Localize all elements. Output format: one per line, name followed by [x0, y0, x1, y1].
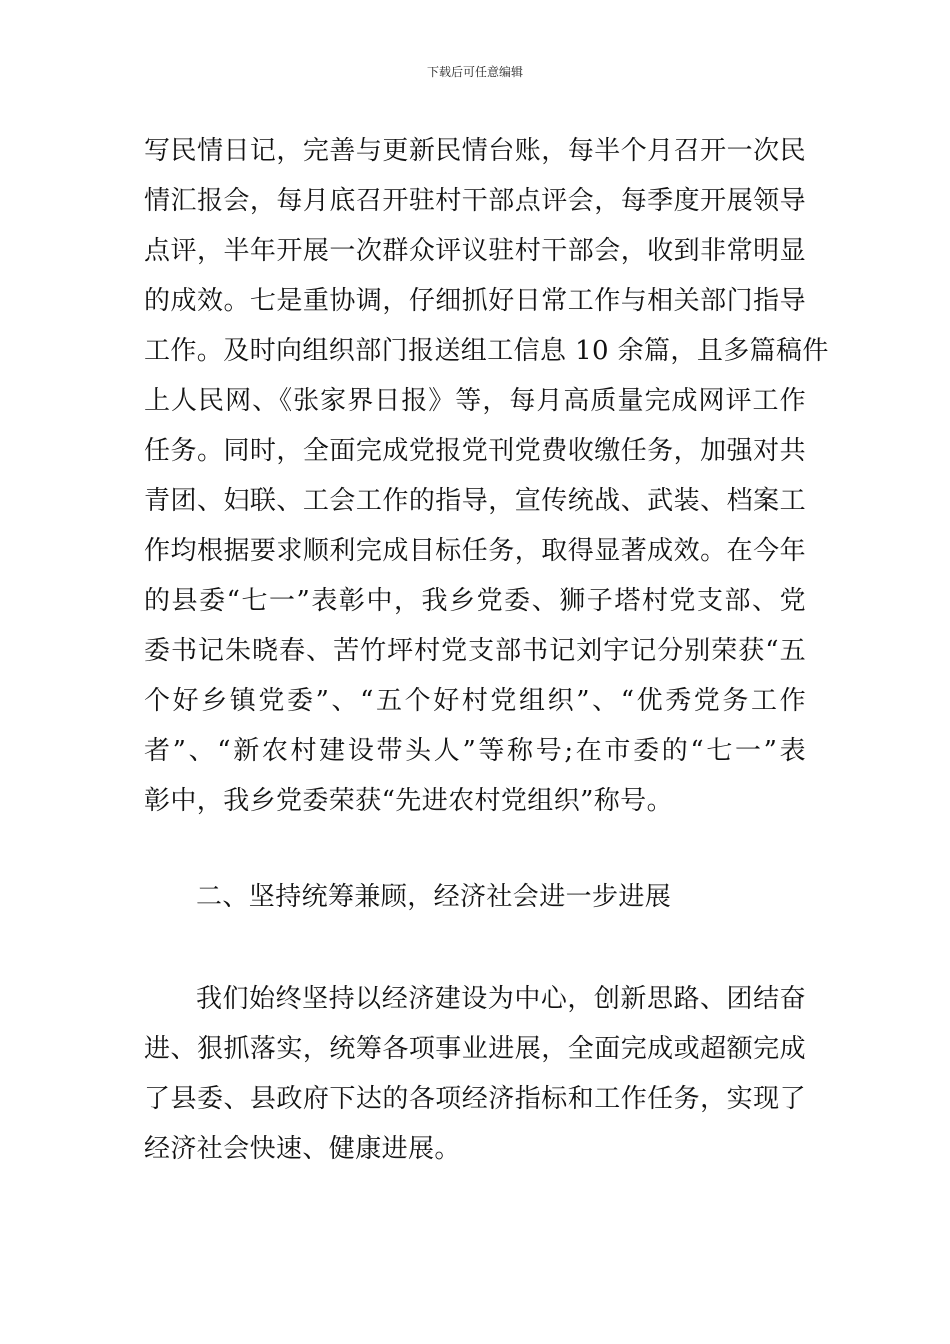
paragraph-line: 者”、“新农村建设带头人”等称号;在市委的“七一”表 — [144, 736, 806, 766]
section-heading: 二、坚持统筹兼顾，经济社会进一步进展 — [196, 882, 672, 912]
paragraph-line: 写民情日记，完善与更新民情台账，每半个月召开一次民 — [144, 136, 806, 166]
paragraph-line: 情汇报会，每月底召开驻村干部点评会，每季度开展领导 — [144, 186, 806, 216]
paragraph-line: 工作。及时向组织部门报送组工信息 10 余篇，且多篇稿件 — [144, 336, 829, 366]
paragraph-line: 经济社会快速、健康进展。 — [144, 1134, 461, 1164]
page-header: 下载后可任意编辑 — [426, 65, 523, 79]
paragraph-line: 青团、妇联、工会工作的指导，宣传统战、武装、档案工 — [144, 486, 806, 516]
paragraph-line: 点评，半年开展一次群众评议驻村干部会，收到非常明显 — [144, 236, 806, 266]
paragraph-line: 我们始终坚持以经济建设为中心，创新思路、团结奋 — [196, 984, 806, 1014]
paragraph-line: 作均根据要求顺利完成目标任务，取得显著成效。在今年 — [144, 536, 806, 566]
paragraph-line: 任务。同时，全面完成党报党刊党费收缴任务，加强对共 — [144, 436, 806, 466]
paragraph-line: 了县委、县政府下达的各项经济指标和工作任务，实现了 — [144, 1084, 806, 1114]
paragraph-line: 彰中，我乡党委荣获“先进农村党组织”称号。 — [144, 786, 673, 816]
paragraph-line: 的成效。七是重协调，仔细抓好日常工作与相关部门指导 — [144, 286, 806, 316]
paragraph-line: 的县委“七一”表彰中，我乡党委、狮子塔村党支部、党 — [144, 586, 806, 616]
paragraph-line: 委书记朱晓春、苦竹坪村党支部书记刘宇记分别荣获“五 — [144, 636, 806, 666]
paragraph-line: 个好乡镇党委”、“五个好村党组织”、“优秀党务工作 — [144, 686, 806, 716]
paragraph-line: 上人民网、《张家界日报》等，每月高质量完成网评工作 — [144, 386, 806, 416]
paragraph-line: 进、狠抓落实，统筹各项事业进展，全面完成或超额完成 — [144, 1034, 806, 1064]
